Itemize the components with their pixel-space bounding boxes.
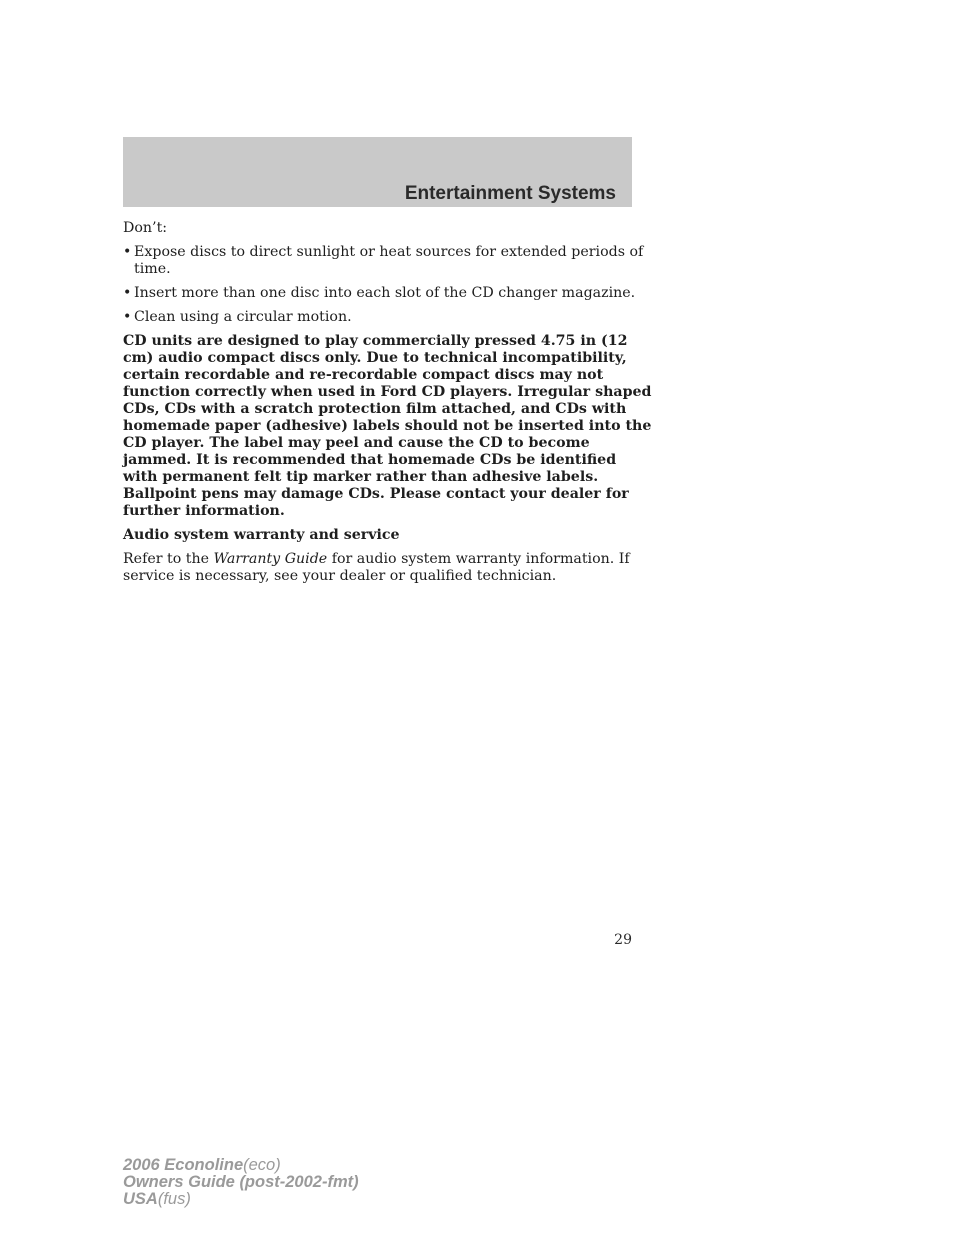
footer-model-code: (eco) <box>243 1156 281 1174</box>
donts-label: Don’t: <box>123 220 168 236</box>
list-item-text: Clean using a circular motion. <box>134 309 352 325</box>
footer-market-code: (fus) <box>157 1190 191 1208</box>
page-content <box>123 220 653 592</box>
list-item <box>123 244 653 278</box>
bullet-icon: • <box>123 285 132 301</box>
bullet-icon: • <box>123 309 132 325</box>
cd-compatibility-warning: CD units are designed to play commercially pressed 4.75 in (12 cm) audio compact discs only. Due to technical incompatibility, certain recordable and re-recordable compact discs may not function correctly when used in Ford CD players. Irregular shaped CDs, CDs with a scratch protection film attached, and CDs with homemade paper (adhesive) labels should not be inserted into the CD player. The label may peel and cause the CD to become jammed. It is recommended that homemade CDs be identified with permanent felt tip marker rather than adhesive labels. Ballpoint pens may damage CDs. Please contact your dealer for further information. <box>123 333 652 519</box>
warranty-suffix: for audio system warranty information. If service is necessary, see your dealer or qualified technician. <box>123 551 630 584</box>
warranty-heading: Audio system warranty and service <box>123 527 400 543</box>
footer-line-1 <box>123 1157 359 1174</box>
list-item-text: Expose discs to direct sunlight or heat sources for extended periods of time. <box>134 244 644 277</box>
list-item-text: Insert more than one disc into each slot of the CD changer magazine. <box>134 285 636 301</box>
footer-line-2 <box>123 1174 359 1191</box>
list-item <box>123 309 653 326</box>
footer-model: 2006 Econoline <box>123 1156 244 1174</box>
bullet-icon: • <box>123 244 132 260</box>
footer-line-3 <box>123 1191 359 1208</box>
footer-guide: Owners Guide (post-2002-fmt) <box>123 1173 359 1191</box>
section-header-band <box>123 137 632 207</box>
warranty-guide-reference: Warranty Guide <box>213 551 328 567</box>
page-number: 29 <box>614 932 632 948</box>
warranty-paragraph <box>123 551 653 585</box>
list-item <box>123 285 653 302</box>
footer-market: USA <box>123 1190 158 1208</box>
section-title: Entertainment Systems <box>404 183 616 204</box>
warranty-prefix: Refer to the <box>123 551 214 567</box>
document-footer <box>123 1157 359 1208</box>
